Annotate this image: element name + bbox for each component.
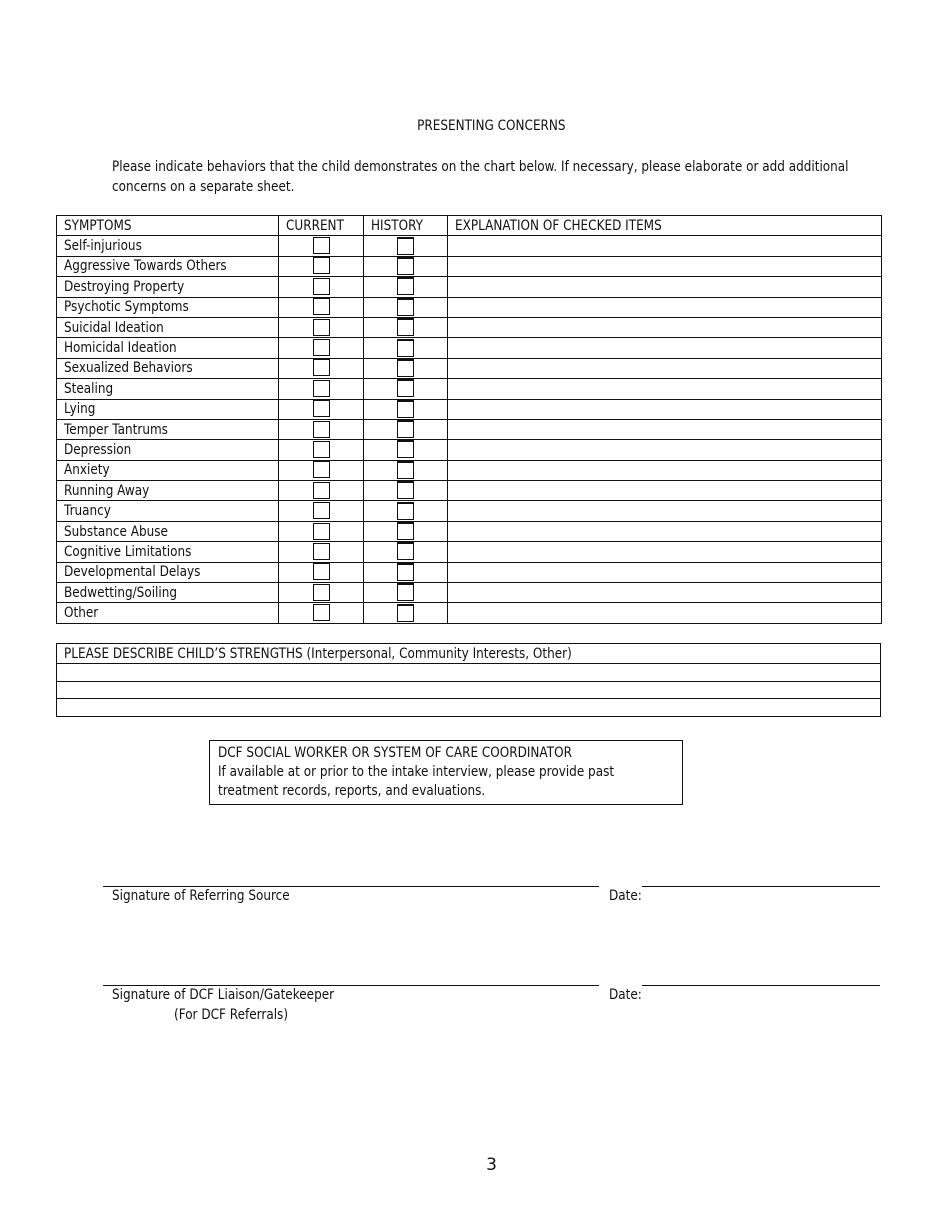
history-cell xyxy=(364,521,448,541)
dcf-notice-box xyxy=(209,740,683,805)
current-cell xyxy=(279,481,364,501)
explanation-cell[interactable] xyxy=(448,521,882,541)
explanation-cell[interactable] xyxy=(448,399,882,419)
symptom-label: Aggressive Towards Others xyxy=(57,256,279,276)
history-cell xyxy=(364,460,448,480)
symptom-label: Truancy xyxy=(57,501,279,521)
current-checkbox[interactable] xyxy=(313,298,330,315)
current-checkbox[interactable] xyxy=(313,441,330,458)
current-checkbox[interactable] xyxy=(313,257,330,274)
current-cell xyxy=(279,562,364,582)
current-cell xyxy=(279,379,364,399)
liaison-signature-note: (For DCF Referrals) xyxy=(174,1007,289,1023)
page-title-text: PRESENTING CONCERNS xyxy=(417,118,566,134)
current-checkbox[interactable] xyxy=(313,380,330,397)
symptom-row xyxy=(57,542,882,562)
symptom-label: Psychotic Symptoms xyxy=(57,297,279,317)
history-cell xyxy=(364,542,448,562)
current-checkbox[interactable] xyxy=(313,461,330,478)
symptom-label: Stealing xyxy=(57,379,279,399)
current-checkbox[interactable] xyxy=(313,604,330,621)
instructions-line-2: concerns on a separate sheet. xyxy=(112,179,295,195)
history-checkbox[interactable] xyxy=(397,542,414,560)
symptoms-table xyxy=(56,215,882,624)
symptom-row xyxy=(57,583,882,603)
current-cell xyxy=(279,358,364,378)
symptom-row xyxy=(57,379,882,399)
history-checkbox[interactable] xyxy=(397,339,414,357)
symptom-row xyxy=(57,338,882,358)
current-checkbox[interactable] xyxy=(313,237,330,254)
history-checkbox[interactable] xyxy=(397,440,414,458)
current-checkbox[interactable] xyxy=(313,319,330,336)
current-cell xyxy=(279,399,364,419)
history-cell xyxy=(364,481,448,501)
symptom-row xyxy=(57,419,882,439)
symptom-label: Developmental Delays xyxy=(57,562,279,582)
history-cell xyxy=(364,583,448,603)
liaison-date-line[interactable] xyxy=(642,985,880,986)
symptom-label: Anxiety xyxy=(57,460,279,480)
symptom-row xyxy=(57,317,882,337)
symptom-label: Running Away xyxy=(57,481,279,501)
symptom-row xyxy=(57,399,882,419)
symptoms-table-header xyxy=(57,216,882,236)
explanation-cell[interactable] xyxy=(448,379,882,399)
history-checkbox[interactable] xyxy=(397,318,414,336)
explanation-cell[interactable] xyxy=(448,358,882,378)
symptom-row xyxy=(57,603,882,623)
symptom-label: Temper Tantrums xyxy=(57,419,279,439)
history-cell xyxy=(364,399,448,419)
history-checkbox[interactable] xyxy=(397,563,414,581)
current-cell xyxy=(279,277,364,297)
explanation-cell[interactable] xyxy=(448,501,882,521)
explanation-cell[interactable] xyxy=(448,440,882,460)
current-checkbox[interactable] xyxy=(313,523,330,540)
header-symptoms: SYMPTOMS xyxy=(57,216,279,236)
explanation-cell[interactable] xyxy=(448,338,882,358)
explanation-cell[interactable] xyxy=(448,317,882,337)
symptoms-table-body xyxy=(57,236,882,623)
history-cell xyxy=(364,236,448,256)
strengths-answer-cell[interactable] xyxy=(57,699,881,717)
explanation-cell[interactable] xyxy=(448,256,882,276)
history-checkbox[interactable] xyxy=(397,522,414,540)
dcf-notice-heading: DCF SOCIAL WORKER OR SYSTEM OF CARE COORDINATOR xyxy=(218,745,572,761)
strengths-answer-cell[interactable] xyxy=(57,681,881,699)
current-checkbox[interactable] xyxy=(313,502,330,519)
explanation-cell[interactable] xyxy=(448,297,882,317)
strengths-answer-cell[interactable] xyxy=(57,664,881,682)
current-cell xyxy=(279,297,364,317)
current-checkbox[interactable] xyxy=(313,482,330,499)
current-checkbox[interactable] xyxy=(313,359,330,376)
symptom-row xyxy=(57,460,882,480)
strengths-heading-text: PLEASE DESCRIBE CHILD’S STRENGTHS xyxy=(64,645,303,662)
symptom-row xyxy=(57,501,882,521)
liaison-date-label: Date: xyxy=(609,987,642,1003)
symptom-label: Substance Abuse xyxy=(57,521,279,541)
symptom-row xyxy=(57,562,882,582)
history-checkbox[interactable] xyxy=(397,502,414,520)
current-cell xyxy=(279,542,364,562)
current-checkbox[interactable] xyxy=(313,584,330,601)
symptom-row xyxy=(57,236,882,256)
referring-date-line[interactable] xyxy=(642,886,880,887)
symptom-row xyxy=(57,277,882,297)
instructions-line-1: Please indicate behaviors that the child demonstrates on the chart below. If necessary, please elaborate or add additional xyxy=(112,159,849,175)
history-cell xyxy=(364,419,448,439)
strengths-heading-note: (Interpersonal, Community Interests, Other) xyxy=(306,645,572,662)
strengths-answer-row[interactable] xyxy=(57,699,881,717)
history-checkbox[interactable] xyxy=(397,420,414,438)
header-explanation: EXPLANATION OF CHECKED ITEMS xyxy=(448,216,882,236)
current-cell xyxy=(279,440,364,460)
explanation-cell[interactable] xyxy=(448,236,882,256)
symptom-label: Lying xyxy=(57,399,279,419)
symptom-label: Depression xyxy=(57,440,279,460)
history-checkbox[interactable] xyxy=(397,298,414,316)
symptom-label: Cognitive Limitations xyxy=(57,542,279,562)
history-cell xyxy=(364,317,448,337)
history-checkbox[interactable] xyxy=(397,237,414,255)
symptom-label: Self-injurious xyxy=(57,236,279,256)
symptom-row xyxy=(57,358,882,378)
header-current: CURRENT xyxy=(279,216,364,236)
current-checkbox[interactable] xyxy=(313,543,330,560)
history-cell xyxy=(364,256,448,276)
history-checkbox[interactable] xyxy=(397,359,414,377)
history-cell xyxy=(364,501,448,521)
symptom-label: Bedwetting/Soiling xyxy=(57,583,279,603)
explanation-cell[interactable] xyxy=(448,481,882,501)
explanation-cell[interactable] xyxy=(448,583,882,603)
dcf-notice-line-2: treatment records, reports, and evaluations. xyxy=(218,783,486,799)
current-cell xyxy=(279,583,364,603)
history-cell xyxy=(364,297,448,317)
symptom-row xyxy=(57,521,882,541)
history-checkbox[interactable] xyxy=(397,583,414,601)
strengths-answer-row[interactable] xyxy=(57,681,881,699)
history-checkbox[interactable] xyxy=(397,277,414,295)
explanation-cell[interactable] xyxy=(448,603,882,623)
history-checkbox[interactable] xyxy=(397,400,414,418)
symptom-row xyxy=(57,256,882,276)
current-cell xyxy=(279,521,364,541)
current-checkbox[interactable] xyxy=(313,421,330,438)
history-checkbox[interactable] xyxy=(397,257,414,275)
current-checkbox[interactable] xyxy=(313,400,330,417)
current-checkbox[interactable] xyxy=(313,278,330,295)
current-cell xyxy=(279,419,364,439)
symptom-row xyxy=(57,481,882,501)
current-cell xyxy=(279,317,364,337)
instructions xyxy=(112,157,886,197)
explanation-cell[interactable] xyxy=(448,542,882,562)
explanation-cell[interactable] xyxy=(448,460,882,480)
explanation-cell[interactable] xyxy=(448,277,882,297)
referring-date-label: Date: xyxy=(609,888,642,904)
history-checkbox[interactable] xyxy=(397,379,414,397)
history-cell xyxy=(364,562,448,582)
symptom-label: Sexualized Behaviors xyxy=(57,358,279,378)
current-cell xyxy=(279,460,364,480)
explanation-cell[interactable] xyxy=(448,562,882,582)
strengths-answer-row[interactable] xyxy=(57,664,881,682)
history-checkbox[interactable] xyxy=(397,604,414,622)
history-cell xyxy=(364,277,448,297)
current-cell xyxy=(279,256,364,276)
symptom-label: Suicidal Ideation xyxy=(57,317,279,337)
strengths-table xyxy=(56,643,881,717)
current-cell xyxy=(279,338,364,358)
strengths-heading xyxy=(57,644,881,664)
symptom-label: Destroying Property xyxy=(57,277,279,297)
history-checkbox[interactable] xyxy=(397,461,414,479)
header-history: HISTORY xyxy=(364,216,448,236)
liaison-signature-label: Signature of DCF Liaison/Gatekeeper xyxy=(112,987,335,1003)
symptom-label: Homicidal Ideation xyxy=(57,338,279,358)
dcf-notice-line-1: If available at or prior to the intake interview, please provide past xyxy=(218,764,615,780)
history-cell xyxy=(364,440,448,460)
current-checkbox[interactable] xyxy=(313,563,330,580)
history-cell xyxy=(364,379,448,399)
explanation-cell[interactable] xyxy=(448,419,882,439)
current-checkbox[interactable] xyxy=(313,339,330,356)
symptom-row xyxy=(57,297,882,317)
history-checkbox[interactable] xyxy=(397,481,414,499)
page-title xyxy=(0,118,950,134)
page-number: 3 xyxy=(486,1155,497,1175)
symptom-label: Other xyxy=(57,603,279,623)
history-cell xyxy=(364,603,448,623)
current-cell xyxy=(279,603,364,623)
referring-signature-label: Signature of Referring Source xyxy=(112,888,290,904)
current-cell xyxy=(279,501,364,521)
current-cell xyxy=(279,236,364,256)
history-cell xyxy=(364,338,448,358)
strengths-header-row xyxy=(57,644,881,664)
symptom-row xyxy=(57,440,882,460)
history-cell xyxy=(364,358,448,378)
